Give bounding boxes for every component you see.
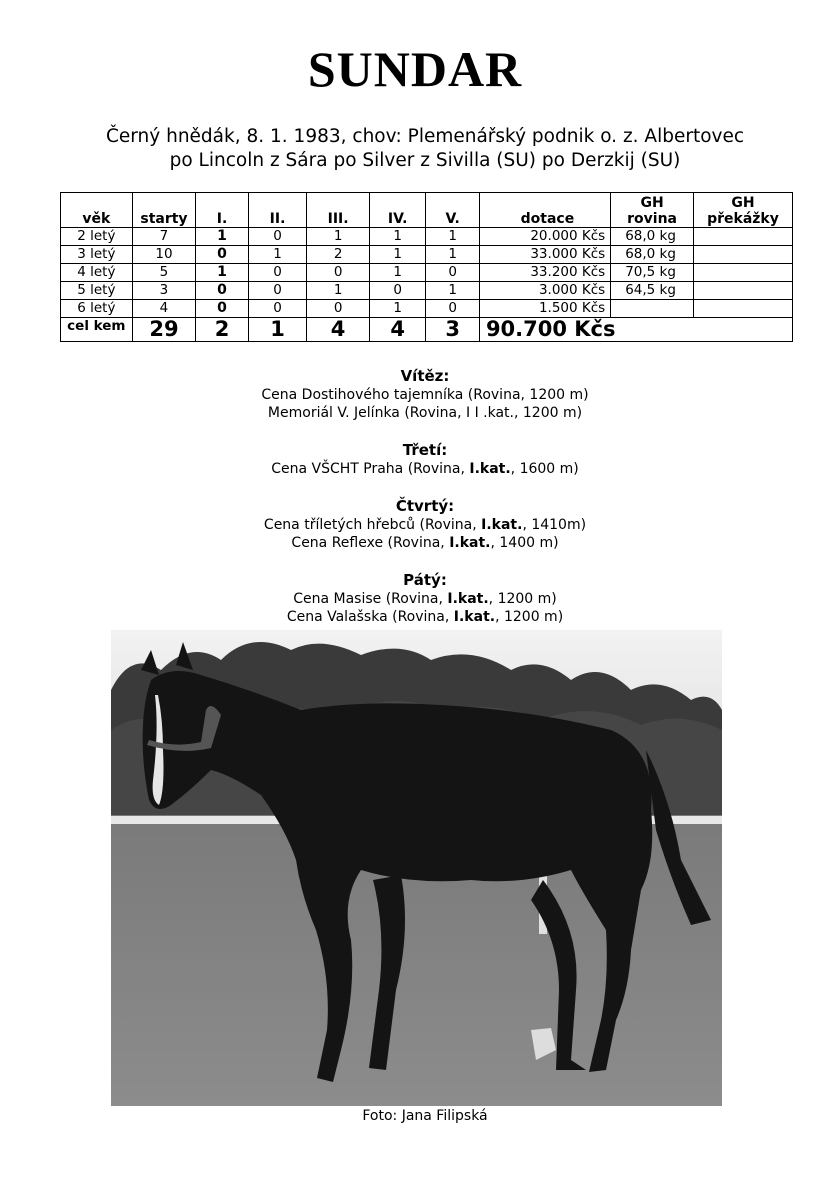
table-row xyxy=(61,282,793,300)
cell-p1: 0 xyxy=(196,300,249,318)
total-p3: 4 xyxy=(307,318,370,342)
total-p4: 4 xyxy=(369,318,426,342)
horse-name-title: SUNDAR xyxy=(307,41,523,97)
cell-gh-jump xyxy=(693,228,792,246)
race-entry-pre: Cena tříletých hřebců (Rovina, xyxy=(263,517,482,533)
cell-p2: 0 xyxy=(248,282,307,300)
cell-gh-jump xyxy=(693,282,792,300)
cell-p5: 0 xyxy=(426,300,480,318)
race-entry xyxy=(0,590,830,608)
cell-p4: 1 xyxy=(369,246,426,264)
cell-p5: 1 xyxy=(426,228,480,246)
race-entry-bold: I.kat. xyxy=(481,517,523,533)
race-entry-pre: Cena Valašska (Rovina, xyxy=(286,609,454,625)
table-header-row xyxy=(61,193,793,228)
race-entry-post: , 1200 m) xyxy=(495,609,564,625)
table-row xyxy=(61,300,793,318)
header-prize: dotace xyxy=(479,193,610,228)
race-entry xyxy=(0,534,830,552)
header-gh-flat: GH rovina xyxy=(611,193,694,228)
cell-gh-flat: 68,0 kg xyxy=(611,228,694,246)
header-fourth: IV. xyxy=(369,193,426,228)
placing-section xyxy=(0,440,830,478)
cell-p1: 0 xyxy=(196,246,249,264)
placing-section xyxy=(0,496,830,552)
table-total-row xyxy=(61,318,793,342)
placing-section xyxy=(0,570,830,626)
race-entry-post: , 1600 m) xyxy=(510,461,579,477)
cell-starts: 3 xyxy=(132,282,196,300)
race-statistics-table xyxy=(60,192,793,342)
placing-heading: Třetí: xyxy=(402,441,448,459)
cell-prize: 33.200 Kčs xyxy=(479,264,610,282)
cell-p4: 1 xyxy=(369,300,426,318)
cell-p3: 1 xyxy=(307,228,370,246)
total-starts: 29 xyxy=(132,318,196,342)
cell-age: 4 letý xyxy=(61,264,133,282)
placing-section xyxy=(0,366,830,422)
cell-gh-flat xyxy=(611,300,694,318)
cell-p1: 0 xyxy=(196,282,249,300)
header-gh-jump: GH překážky xyxy=(693,193,792,228)
cell-starts: 7 xyxy=(132,228,196,246)
race-entry-pre: Cena Masise (Rovina, xyxy=(293,591,448,607)
cell-age: 6 letý xyxy=(61,300,133,318)
race-entry-post: , 1410m) xyxy=(522,517,587,533)
cell-prize: 3.000 Kčs xyxy=(479,282,610,300)
cell-age: 5 letý xyxy=(61,282,133,300)
cell-p1: 1 xyxy=(196,264,249,282)
total-p5: 3 xyxy=(426,318,480,342)
cell-p2: 0 xyxy=(248,264,307,282)
race-entry-pre: Cena VŠCHT Praha (Rovina, xyxy=(271,461,470,477)
header-second: II. xyxy=(248,193,307,228)
cell-p5: 1 xyxy=(426,246,480,264)
photo-credit: Foto: Jana Filipská xyxy=(362,1108,488,1124)
race-entry-bold: I.kat. xyxy=(449,535,491,551)
race-entry-post: , 1200 m) xyxy=(488,591,557,607)
horse-photo xyxy=(111,630,722,1106)
table-row xyxy=(61,246,793,264)
cell-p4: 1 xyxy=(369,228,426,246)
header-third: III. xyxy=(307,193,370,228)
cell-p4: 0 xyxy=(369,282,426,300)
race-entry-bold: I.kat. xyxy=(447,591,489,607)
cell-gh-jump xyxy=(693,300,792,318)
cell-p3: 1 xyxy=(307,282,370,300)
cell-p4: 1 xyxy=(369,264,426,282)
cell-p3: 0 xyxy=(307,300,370,318)
race-entry xyxy=(0,460,830,478)
cell-gh-flat: 70,5 kg xyxy=(611,264,694,282)
cell-p2: 0 xyxy=(248,228,307,246)
cell-p5: 1 xyxy=(426,282,480,300)
header-fifth: V. xyxy=(426,193,480,228)
race-entry-pre: Memoriál V. Jelínka (Rovina, I I .kat., 1200 m) xyxy=(267,405,583,421)
placing-heading: Čtvrtý: xyxy=(395,497,455,515)
cell-starts: 10 xyxy=(132,246,196,264)
race-entry xyxy=(0,386,830,404)
race-entry xyxy=(0,608,830,626)
race-entry xyxy=(0,516,830,534)
placing-heading: Vítěz: xyxy=(400,367,450,385)
table-row xyxy=(61,264,793,282)
table-row xyxy=(61,228,793,246)
header-first: I. xyxy=(196,193,249,228)
header-starts: starty xyxy=(132,193,196,228)
cell-gh-jump xyxy=(693,264,792,282)
placing-heading: Pátý: xyxy=(403,571,447,589)
cell-gh-jump xyxy=(693,246,792,264)
race-entry-post: , 1400 m) xyxy=(490,535,559,551)
cell-starts: 5 xyxy=(132,264,196,282)
cell-prize: 20.000 Kčs xyxy=(479,228,610,246)
cell-age: 3 letý xyxy=(61,246,133,264)
cell-gh-flat: 64,5 kg xyxy=(611,282,694,300)
cell-p3: 2 xyxy=(307,246,370,264)
race-wins-list xyxy=(0,366,830,644)
header-age: věk xyxy=(61,193,133,228)
cell-p2: 1 xyxy=(248,246,307,264)
race-entry-bold: I.kat. xyxy=(453,609,496,625)
race-entry xyxy=(0,404,830,422)
horse-description: Černý hnědák, 8. 1. 1983, chov: Plemenářský podnik o. z. Albertovec xyxy=(105,126,745,147)
total-p1: 2 xyxy=(196,318,249,342)
total-label: cel kem xyxy=(61,318,133,342)
cell-starts: 4 xyxy=(132,300,196,318)
horse-pedigree: po Lincoln z Sára po Silver z Sivilla (SU) po Derzkij (SU) xyxy=(169,150,681,171)
race-entry-pre: Cena Reflexe (Rovina, xyxy=(291,535,450,551)
cell-prize: 33.000 Kčs xyxy=(479,246,610,264)
cell-p5: 0 xyxy=(426,264,480,282)
race-entry-pre: Cena Dostihového tajemníka (Rovina, 1200 m) xyxy=(261,387,589,403)
race-entry-bold: I.kat. xyxy=(469,461,511,477)
cell-p2: 0 xyxy=(248,300,307,318)
total-p2: 1 xyxy=(248,318,307,342)
cell-gh-flat: 68,0 kg xyxy=(611,246,694,264)
total-prize: 90.700 Kčs xyxy=(479,318,792,342)
cell-p1: 1 xyxy=(196,228,249,246)
cell-prize: 1.500 Kčs xyxy=(479,300,610,318)
cell-p3: 0 xyxy=(307,264,370,282)
cell-age: 2 letý xyxy=(61,228,133,246)
